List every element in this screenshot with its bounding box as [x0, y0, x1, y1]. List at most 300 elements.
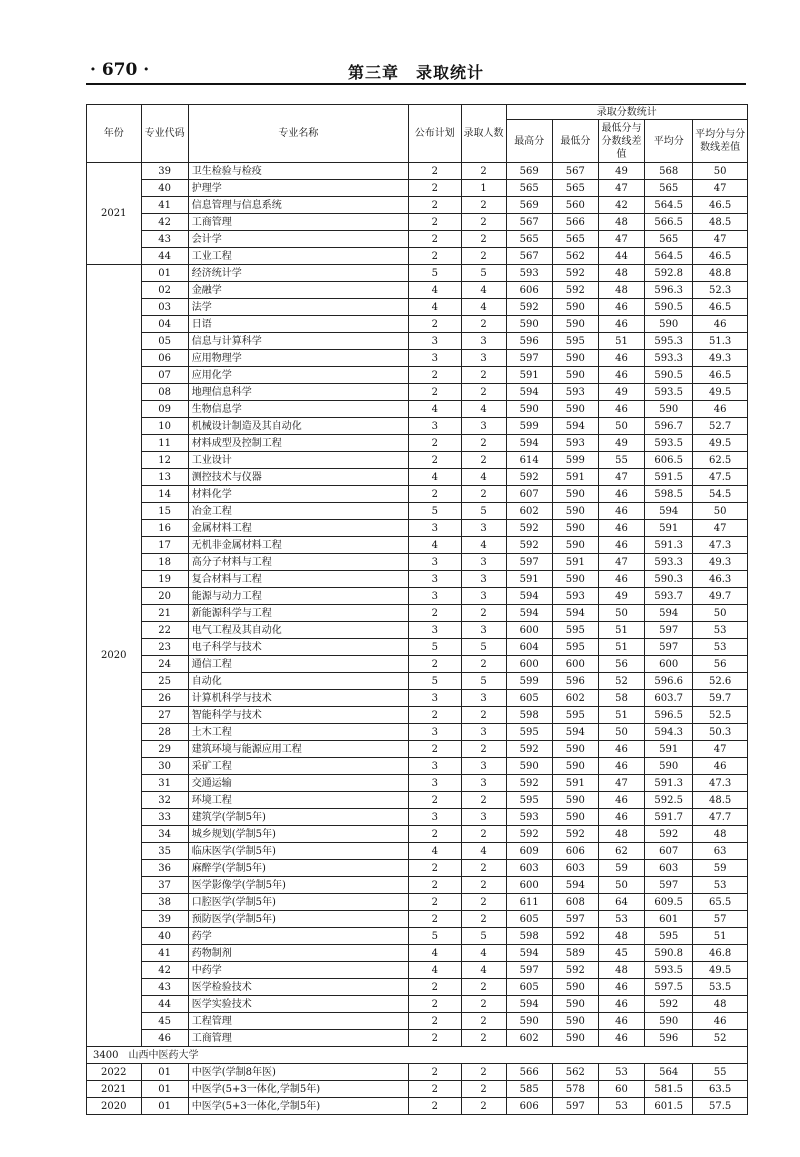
cell-avg: 597 — [645, 639, 693, 656]
cell-name: 医学影像学(学制5年) — [188, 877, 408, 894]
cell-avg: 564.5 — [645, 197, 693, 214]
cell-avg: 607 — [645, 843, 693, 860]
cell-avg: 581.5 — [645, 1081, 693, 1098]
table-row — [87, 435, 748, 452]
table-row — [87, 1098, 748, 1115]
cell-admitted: 2 — [461, 996, 506, 1013]
cell-avg: 597 — [645, 877, 693, 894]
cell-plan: 5 — [409, 639, 461, 656]
cell-min-diff: 48 — [598, 962, 644, 979]
cell-max: 594 — [506, 588, 552, 605]
cell-max: 602 — [506, 1030, 552, 1047]
cell-admitted: 2 — [461, 1081, 506, 1098]
cell-code: 20 — [141, 588, 188, 605]
cell-plan: 4 — [409, 401, 461, 418]
cell-code: 41 — [141, 197, 188, 214]
cell-plan: 3 — [409, 333, 461, 350]
cell-min: 594 — [552, 418, 598, 435]
cell-max: 591 — [506, 367, 552, 384]
cell-avg-diff: 63.5 — [693, 1081, 748, 1098]
cell-name: 计算机科学与技术 — [188, 690, 408, 707]
cell-name: 材料化学 — [188, 486, 408, 503]
cell-min-diff: 58 — [598, 690, 644, 707]
cell-avg-diff: 46.3 — [693, 571, 748, 588]
cell-plan: 2 — [409, 486, 461, 503]
cell-min-diff: 46 — [598, 571, 644, 588]
col-header-code: 专业代码 — [141, 105, 188, 163]
cell-max: 594 — [506, 605, 552, 622]
cell-min: 565 — [552, 231, 598, 248]
cell-plan: 2 — [409, 911, 461, 928]
cell-admitted: 2 — [461, 214, 506, 231]
cell-avg: 593.5 — [645, 435, 693, 452]
cell-name: 工业设计 — [188, 452, 408, 469]
cell-min: 590 — [552, 1030, 598, 1047]
cell-avg-diff: 48.5 — [693, 792, 748, 809]
cell-plan: 3 — [409, 724, 461, 741]
cell-code: 44 — [141, 996, 188, 1013]
cell-avg-diff: 49.3 — [693, 350, 748, 367]
cell-max: 596 — [506, 333, 552, 350]
table-row — [87, 639, 748, 656]
cell-name: 应用化学 — [188, 367, 408, 384]
cell-name: 金属材料工程 — [188, 520, 408, 537]
cell-name: 新能源科学与工程 — [188, 605, 408, 622]
cell-min: 562 — [552, 1064, 598, 1081]
cell-avg-diff: 50 — [693, 163, 748, 180]
table-row — [87, 163, 748, 180]
table-row — [87, 843, 748, 860]
cell-plan: 5 — [409, 503, 461, 520]
cell-admitted: 4 — [461, 843, 506, 860]
cell-avg-diff: 48.8 — [693, 265, 748, 282]
cell-max: 592 — [506, 469, 552, 486]
cell-name: 工业工程 — [188, 248, 408, 265]
cell-code: 15 — [141, 503, 188, 520]
cell-min: 590 — [552, 350, 598, 367]
cell-max: 606 — [506, 282, 552, 299]
table-row — [87, 928, 748, 945]
cell-plan: 2 — [409, 1030, 461, 1047]
table-row — [87, 894, 748, 911]
cell-code: 43 — [141, 979, 188, 996]
cell-admitted: 3 — [461, 418, 506, 435]
cell-code: 06 — [141, 350, 188, 367]
cell-min-diff: 46 — [598, 367, 644, 384]
institution-name: 3400 山西中医药大学 — [87, 1047, 748, 1064]
cell-name: 电子科学与技术 — [188, 639, 408, 656]
table-row — [87, 860, 748, 877]
cell-avg: 593.3 — [645, 554, 693, 571]
cell-avg: 596.5 — [645, 707, 693, 724]
cell-name: 生物信息学 — [188, 401, 408, 418]
cell-min-diff: 45 — [598, 945, 644, 962]
cell-max: 607 — [506, 486, 552, 503]
cell-max: 565 — [506, 231, 552, 248]
table-row — [87, 333, 748, 350]
table-row — [87, 622, 748, 639]
cell-name: 无机非金属材料工程 — [188, 537, 408, 554]
cell-plan: 2 — [409, 1081, 461, 1098]
cell-plan: 2 — [409, 367, 461, 384]
cell-admitted: 3 — [461, 350, 506, 367]
cell-max: 605 — [506, 979, 552, 996]
cell-name: 卫生检验与检疫 — [188, 163, 408, 180]
cell-max: 595 — [506, 792, 552, 809]
cell-plan: 2 — [409, 197, 461, 214]
cell-code: 36 — [141, 860, 188, 877]
cell-code: 26 — [141, 690, 188, 707]
cell-plan: 2 — [409, 435, 461, 452]
cell-max: 590 — [506, 1013, 552, 1030]
cell-min-diff: 49 — [598, 163, 644, 180]
cell-min: 590 — [552, 571, 598, 588]
cell-avg: 601 — [645, 911, 693, 928]
cell-avg-diff: 49.5 — [693, 435, 748, 452]
cell-min: 567 — [552, 163, 598, 180]
cell-avg-diff: 53.5 — [693, 979, 748, 996]
cell-max: 606 — [506, 1098, 552, 1115]
cell-max: 603 — [506, 860, 552, 877]
cell-admitted: 2 — [461, 367, 506, 384]
cell-code: 41 — [141, 945, 188, 962]
cell-name: 高分子材料与工程 — [188, 554, 408, 571]
cell-max: 592 — [506, 826, 552, 843]
page-number: · 670 · — [90, 60, 150, 80]
cell-code: 33 — [141, 809, 188, 826]
cell-min-diff: 46 — [598, 979, 644, 996]
cell-avg: 590 — [645, 401, 693, 418]
cell-code: 32 — [141, 792, 188, 809]
cell-plan: 2 — [409, 316, 461, 333]
cell-plan: 3 — [409, 554, 461, 571]
cell-name: 工商管理 — [188, 1030, 408, 1047]
cell-avg-diff: 50 — [693, 503, 748, 520]
cell-admitted: 4 — [461, 282, 506, 299]
cell-year: 2021 — [87, 163, 142, 265]
cell-name: 中药学 — [188, 962, 408, 979]
cell-avg: 600 — [645, 656, 693, 673]
table-row — [87, 707, 748, 724]
cell-plan: 2 — [409, 1098, 461, 1115]
cell-code: 42 — [141, 962, 188, 979]
cell-year: 2021 — [87, 1081, 142, 1098]
cell-avg: 595 — [645, 928, 693, 945]
cell-name: 工商管理 — [188, 214, 408, 231]
cell-code: 25 — [141, 673, 188, 690]
cell-admitted: 2 — [461, 792, 506, 809]
cell-min: 600 — [552, 656, 598, 673]
table-row — [87, 1013, 748, 1030]
cell-admitted: 3 — [461, 333, 506, 350]
cell-admitted: 5 — [461, 673, 506, 690]
cell-admitted: 1 — [461, 180, 506, 197]
table-row — [87, 741, 748, 758]
cell-name: 经济统计学 — [188, 265, 408, 282]
table-row — [87, 282, 748, 299]
col-header-admitted: 录取人数 — [461, 105, 506, 163]
cell-avg-diff: 53 — [693, 622, 748, 639]
cell-avg-diff: 52.6 — [693, 673, 748, 690]
cell-avg: 592 — [645, 826, 693, 843]
table-row — [87, 367, 748, 384]
cell-avg-diff: 56 — [693, 656, 748, 673]
cell-avg-diff: 47 — [693, 520, 748, 537]
cell-code: 05 — [141, 333, 188, 350]
col-header-plan: 公布计划 — [409, 105, 461, 163]
table-row — [87, 350, 748, 367]
cell-avg-diff: 65.5 — [693, 894, 748, 911]
cell-max: 609 — [506, 843, 552, 860]
cell-code: 22 — [141, 622, 188, 639]
cell-min-diff: 47 — [598, 554, 644, 571]
cell-plan: 2 — [409, 384, 461, 401]
cell-name: 信息与计算科学 — [188, 333, 408, 350]
cell-name: 临床医学(学制5年) — [188, 843, 408, 860]
cell-min-diff: 53 — [598, 911, 644, 928]
cell-name: 金融学 — [188, 282, 408, 299]
cell-avg-diff: 47 — [693, 741, 748, 758]
cell-plan: 2 — [409, 163, 461, 180]
cell-admitted: 4 — [461, 945, 506, 962]
cell-admitted: 3 — [461, 588, 506, 605]
cell-min-diff: 49 — [598, 588, 644, 605]
cell-name: 采矿工程 — [188, 758, 408, 775]
cell-plan: 2 — [409, 996, 461, 1013]
cell-min: 597 — [552, 1098, 598, 1115]
cell-min: 592 — [552, 282, 598, 299]
cell-admitted: 2 — [461, 1030, 506, 1047]
cell-min: 589 — [552, 945, 598, 962]
cell-avg-diff: 46.5 — [693, 367, 748, 384]
cell-max: 598 — [506, 928, 552, 945]
cell-code: 01 — [141, 1098, 188, 1115]
col-header-name: 专业名称 — [188, 105, 408, 163]
cell-avg: 591.7 — [645, 809, 693, 826]
cell-code: 07 — [141, 367, 188, 384]
table-row — [87, 690, 748, 707]
cell-code: 03 — [141, 299, 188, 316]
cell-avg: 590 — [645, 316, 693, 333]
cell-max: 591 — [506, 571, 552, 588]
col-header-avg-diff: 平均分与分数线差值 — [693, 120, 748, 163]
cell-min-diff: 56 — [598, 656, 644, 673]
cell-min: 590 — [552, 316, 598, 333]
cell-min: 590 — [552, 486, 598, 503]
cell-min: 590 — [552, 537, 598, 554]
cell-avg: 592 — [645, 996, 693, 1013]
cell-name: 中医学(5+3一体化,学制5年) — [188, 1098, 408, 1115]
cell-code: 01 — [141, 1081, 188, 1098]
cell-min-diff: 46 — [598, 520, 644, 537]
cell-avg: 596.6 — [645, 673, 693, 690]
cell-max: 594 — [506, 996, 552, 1013]
cell-name: 预防医学(学制5年) — [188, 911, 408, 928]
cell-min-diff: 47 — [598, 775, 644, 792]
admission-score-table — [86, 104, 748, 1115]
cell-code: 38 — [141, 894, 188, 911]
cell-admitted: 2 — [461, 894, 506, 911]
cell-min: 590 — [552, 741, 598, 758]
cell-min: 591 — [552, 554, 598, 571]
cell-max: 594 — [506, 384, 552, 401]
table-row — [87, 979, 748, 996]
cell-plan: 2 — [409, 605, 461, 622]
cell-plan: 3 — [409, 588, 461, 605]
cell-avg-diff: 52.7 — [693, 418, 748, 435]
cell-plan: 2 — [409, 452, 461, 469]
cell-code: 40 — [141, 928, 188, 945]
cell-min: 566 — [552, 214, 598, 231]
cell-max: 597 — [506, 350, 552, 367]
cell-avg: 590.5 — [645, 367, 693, 384]
cell-plan: 2 — [409, 214, 461, 231]
cell-plan: 4 — [409, 469, 461, 486]
cell-name: 建筑环境与能源应用工程 — [188, 741, 408, 758]
cell-code: 01 — [141, 265, 188, 282]
cell-code: 44 — [141, 248, 188, 265]
cell-admitted: 3 — [461, 554, 506, 571]
table-row — [87, 452, 748, 469]
cell-min: 594 — [552, 605, 598, 622]
cell-max: 594 — [506, 945, 552, 962]
table-row — [87, 911, 748, 928]
cell-name: 建筑学(学制5年) — [188, 809, 408, 826]
cell-min-diff: 51 — [598, 622, 644, 639]
cell-code: 45 — [141, 1013, 188, 1030]
cell-admitted: 2 — [461, 1013, 506, 1030]
cell-name: 复合材料与工程 — [188, 571, 408, 588]
cell-min-diff: 46 — [598, 792, 644, 809]
cell-code: 31 — [141, 775, 188, 792]
cell-avg: 566.5 — [645, 214, 693, 231]
cell-code: 29 — [141, 741, 188, 758]
cell-min-diff: 46 — [598, 758, 644, 775]
table-row — [87, 214, 748, 231]
cell-avg: 591.3 — [645, 775, 693, 792]
cell-avg-diff: 48.5 — [693, 214, 748, 231]
cell-min: 590 — [552, 1013, 598, 1030]
table-row — [87, 1030, 748, 1047]
cell-admitted: 2 — [461, 452, 506, 469]
cell-admitted: 2 — [461, 605, 506, 622]
cell-code: 13 — [141, 469, 188, 486]
cell-max: 604 — [506, 639, 552, 656]
cell-max: 592 — [506, 520, 552, 537]
cell-avg: 606.5 — [645, 452, 693, 469]
cell-code: 27 — [141, 707, 188, 724]
table-row — [87, 758, 748, 775]
cell-avg: 596.3 — [645, 282, 693, 299]
cell-avg-diff: 59 — [693, 860, 748, 877]
cell-admitted: 2 — [461, 656, 506, 673]
cell-min: 599 — [552, 452, 598, 469]
cell-avg-diff: 57.5 — [693, 1098, 748, 1115]
cell-avg: 609.5 — [645, 894, 693, 911]
cell-code: 01 — [141, 1064, 188, 1081]
cell-plan: 3 — [409, 809, 461, 826]
cell-admitted: 2 — [461, 741, 506, 758]
cell-plan: 3 — [409, 775, 461, 792]
table-row — [87, 724, 748, 741]
cell-plan: 2 — [409, 180, 461, 197]
cell-avg-diff: 57 — [693, 911, 748, 928]
cell-plan: 5 — [409, 928, 461, 945]
cell-avg-diff: 52.5 — [693, 707, 748, 724]
cell-code: 24 — [141, 656, 188, 673]
cell-min: 595 — [552, 333, 598, 350]
cell-min: 592 — [552, 265, 598, 282]
cell-max: 593 — [506, 265, 552, 282]
cell-avg-diff: 63 — [693, 843, 748, 860]
cell-code: 39 — [141, 163, 188, 180]
cell-avg: 597.5 — [645, 979, 693, 996]
table-row — [87, 554, 748, 571]
cell-admitted: 2 — [461, 163, 506, 180]
table-row — [87, 775, 748, 792]
cell-min-diff: 46 — [598, 809, 644, 826]
cell-name: 中医学(学制8年医) — [188, 1064, 408, 1081]
cell-min-diff: 52 — [598, 673, 644, 690]
table-row — [87, 231, 748, 248]
cell-avg-diff: 46 — [693, 401, 748, 418]
cell-admitted: 2 — [461, 197, 506, 214]
cell-plan: 2 — [409, 707, 461, 724]
table-row — [87, 265, 748, 282]
cell-plan: 3 — [409, 520, 461, 537]
cell-min-diff: 46 — [598, 486, 644, 503]
cell-admitted: 4 — [461, 537, 506, 554]
cell-min-diff: 49 — [598, 435, 644, 452]
cell-code: 14 — [141, 486, 188, 503]
cell-name: 自动化 — [188, 673, 408, 690]
cell-admitted: 4 — [461, 401, 506, 418]
cell-max: 595 — [506, 724, 552, 741]
cell-name: 地理信息科学 — [188, 384, 408, 401]
cell-min: 590 — [552, 503, 598, 520]
cell-max: 605 — [506, 911, 552, 928]
cell-min: 602 — [552, 690, 598, 707]
cell-plan: 5 — [409, 673, 461, 690]
table-row — [87, 962, 748, 979]
cell-avg-diff: 46.5 — [693, 197, 748, 214]
cell-admitted: 3 — [461, 520, 506, 537]
cell-name: 能源与动力工程 — [188, 588, 408, 605]
cell-code: 28 — [141, 724, 188, 741]
cell-min: 591 — [552, 775, 598, 792]
cell-min: 590 — [552, 792, 598, 809]
cell-name: 药物制剂 — [188, 945, 408, 962]
cell-min-diff: 46 — [598, 401, 644, 418]
cell-admitted: 2 — [461, 248, 506, 265]
col-header-year: 年份 — [87, 105, 142, 163]
cell-max: 569 — [506, 163, 552, 180]
cell-plan: 2 — [409, 792, 461, 809]
cell-code: 10 — [141, 418, 188, 435]
cell-min: 590 — [552, 367, 598, 384]
cell-min-diff: 60 — [598, 1081, 644, 1098]
cell-plan: 4 — [409, 962, 461, 979]
cell-avg-diff: 46 — [693, 758, 748, 775]
cell-admitted: 3 — [461, 809, 506, 826]
cell-name: 通信工程 — [188, 656, 408, 673]
cell-admitted: 3 — [461, 724, 506, 741]
cell-admitted: 5 — [461, 928, 506, 945]
cell-min-diff: 46 — [598, 503, 644, 520]
cell-name: 电气工程及其自动化 — [188, 622, 408, 639]
cell-code: 35 — [141, 843, 188, 860]
table-row — [87, 248, 748, 265]
